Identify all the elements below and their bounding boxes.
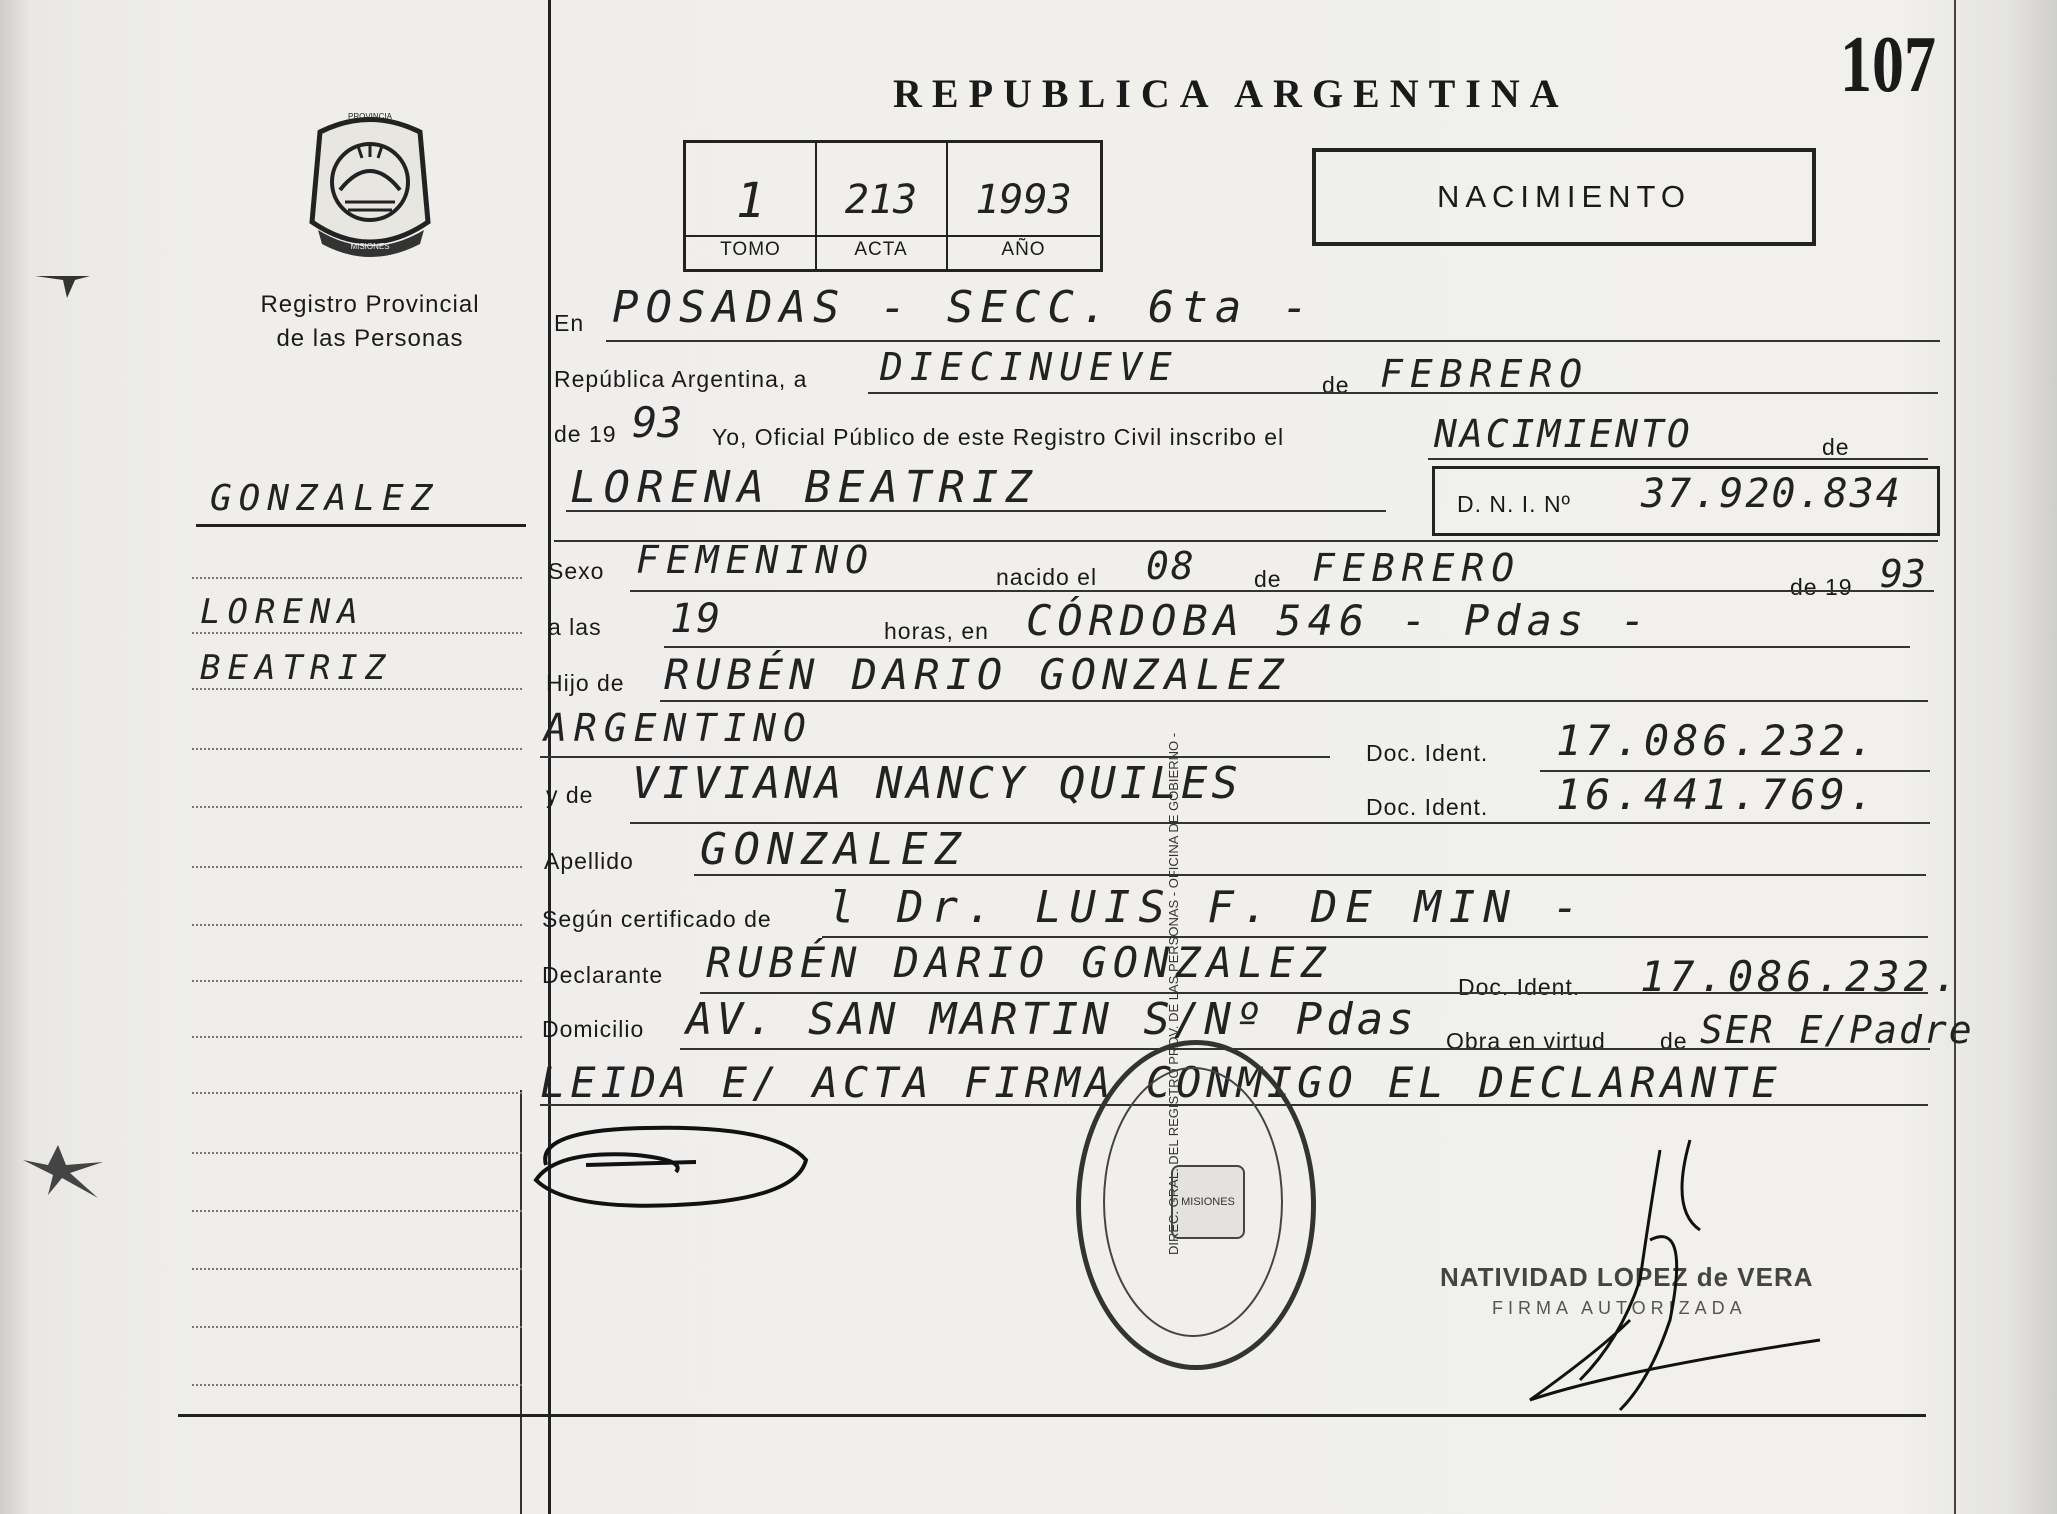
- record-type-box: [1312, 148, 1816, 246]
- margin-line: [192, 980, 522, 982]
- rule-date: [868, 392, 1938, 394]
- margin-line: [192, 806, 522, 808]
- de-label-3: de: [1254, 566, 1282, 592]
- margin-line: [192, 632, 522, 634]
- obra-value: SER E/Padre: [1700, 1008, 1974, 1052]
- margin-surname: GONZALEZ: [210, 478, 440, 519]
- de-label-2: de: [1822, 434, 1850, 460]
- obra-label: Obra en virtud: [1446, 1028, 1606, 1054]
- event-value: NACIMIENTO: [1434, 412, 1693, 456]
- stamp-ring-text: DIREC. GRAL. DEL REGISTRO PROV. DE LAS PERSONAS - OFICINA DE GOBIERNO -: [1166, 732, 1181, 1255]
- nacido-label: nacido el: [996, 564, 1098, 590]
- rule-sexo: [630, 590, 1934, 592]
- alas-label: a las: [548, 614, 602, 640]
- segun-label: Según certificado de: [542, 906, 772, 932]
- margin-line: [192, 924, 522, 926]
- seal-bottom-text: MISIONES: [350, 242, 390, 251]
- doc-label-2: Doc. Ident.: [1366, 794, 1489, 820]
- mother-doc: 16.441.769.: [1556, 770, 1879, 819]
- margin-line: [192, 688, 522, 690]
- rule-name: [566, 510, 1386, 512]
- dni-value: 37.920.834: [1641, 471, 1902, 517]
- box-divider: [686, 235, 1100, 237]
- margin-given-2: BEATRIZ: [200, 648, 393, 688]
- registry-name: [230, 288, 510, 356]
- official-title: FIRMA AUTORIZADA: [1492, 1298, 1747, 1318]
- doc-label-1: Doc. Ident.: [1366, 740, 1489, 766]
- birth-year: 93: [1880, 552, 1926, 596]
- leida-text: LEIDA E/ ACTA FIRMA CONMIGO EL DECLARANTE: [540, 1058, 1782, 1107]
- record-type: NACIMIENTO: [1436, 179, 1692, 214]
- apellido-value: GONZALEZ: [700, 824, 968, 875]
- father-nationality: ARGENTINO: [544, 706, 813, 750]
- registry-line-1: Registro Provincial: [260, 291, 480, 318]
- republica-label: República Argentina, a: [554, 366, 808, 392]
- de19b-label: de 19: [1790, 574, 1853, 600]
- place-value: CÓRDOBA 546 - Pdas -: [1026, 596, 1652, 645]
- margin-line: [192, 1152, 522, 1154]
- sexo-label: Sexo: [548, 558, 605, 584]
- acta-label: ACTA: [854, 239, 908, 260]
- registry-line-2: de las Personas: [276, 325, 464, 352]
- margin-line: [192, 1326, 522, 1328]
- rule-apellido: [694, 874, 1926, 876]
- doc-label-3: Doc. Ident.: [1458, 974, 1581, 1000]
- page-number: 107: [1840, 21, 1936, 109]
- margin-rule-main: [196, 524, 526, 527]
- yde-label: y de: [546, 782, 594, 808]
- rule-domicilio: [680, 1048, 1930, 1050]
- stamp-emblem: MISIONES: [1171, 1165, 1245, 1239]
- margin-line: [192, 1210, 522, 1212]
- official-signature: [1500, 1120, 1840, 1420]
- en-value: POSADAS - SECC. 6ta -: [612, 282, 1316, 333]
- dni-label: D. N. I. Nº: [1457, 491, 1571, 517]
- margin-line: [192, 1384, 522, 1386]
- declarante-value: RUBÉN DARIO GONZALEZ: [706, 938, 1332, 987]
- de-label-1: de: [1322, 372, 1350, 398]
- de19-label: de 19: [554, 421, 617, 447]
- rule-event: [1428, 458, 1928, 460]
- acta-value: 213: [844, 177, 918, 223]
- seal-top-text: PROVINCIA: [347, 112, 392, 121]
- binder-hole-bottom: [18, 1140, 108, 1200]
- rule-father: [660, 700, 1928, 702]
- declarante-doc: 17.086.232.: [1640, 952, 1963, 1001]
- registry-number-box: [683, 140, 1103, 272]
- birth-month: FEBRERO: [1312, 546, 1522, 590]
- father-doc: 17.086.232.: [1556, 716, 1879, 765]
- year-value: 93: [632, 398, 683, 447]
- margin-given-1: LORENA: [200, 592, 365, 632]
- binder-hole-top: [35, 262, 95, 302]
- margin-line: [192, 1092, 522, 1094]
- mother-value: VIVIANA NANCY QUILES: [632, 758, 1242, 809]
- birth-day: 08: [1146, 544, 1196, 588]
- rule-en: [606, 340, 1940, 342]
- apellido-label: Apellido: [544, 848, 634, 874]
- margin-line: [192, 577, 522, 579]
- horas-label: horas, en: [884, 618, 989, 644]
- province-seal-icon: [300, 112, 440, 262]
- tomo-value: 1: [736, 173, 765, 229]
- month-value: FEBRERO: [1380, 352, 1590, 396]
- sexo-value: FEMENINO: [636, 538, 876, 582]
- country-heading: REPUBLICA ARGENTINA: [893, 71, 1569, 116]
- official-name: NATIVIDAD LOPEZ de VERA: [1440, 1262, 1814, 1292]
- tomo-label: TOMO: [720, 239, 781, 260]
- domicilio-value: AV. SAN MARTIN S/Nº Pdas: [686, 994, 1418, 1045]
- margin-line: [192, 1036, 522, 1038]
- official-stamp: [1076, 732, 1316, 1370]
- hour-value: 19: [670, 596, 723, 642]
- margin-line: [192, 1268, 522, 1270]
- margin-line: [192, 866, 522, 868]
- margin-line: [192, 748, 522, 750]
- en-label: En: [554, 310, 585, 336]
- declarante-label: Declarante: [542, 962, 664, 988]
- domicilio-label: Domicilio: [542, 1016, 645, 1042]
- right-border: [1954, 0, 1956, 1514]
- cert-value: l Dr. LUIS F. DE MIN -: [828, 882, 1587, 933]
- name-value: LORENA BEATRIZ: [570, 462, 1039, 513]
- yo-text: Yo, Oficial Público de este Registro Civil inscribo el: [712, 424, 1285, 450]
- declarant-signature: [526, 1110, 826, 1220]
- ano-value: 1993: [975, 177, 1072, 223]
- hijo-label: Hijo de: [546, 670, 625, 696]
- rule-hour: [664, 646, 1910, 648]
- obra-de-label: de: [1660, 1028, 1688, 1054]
- dni-box: [1432, 466, 1940, 536]
- ano-label: AÑO: [1001, 239, 1046, 260]
- day-value: DIECINUEVE: [880, 345, 1179, 389]
- father-value: RUBÉN DARIO GONZALEZ: [664, 650, 1290, 699]
